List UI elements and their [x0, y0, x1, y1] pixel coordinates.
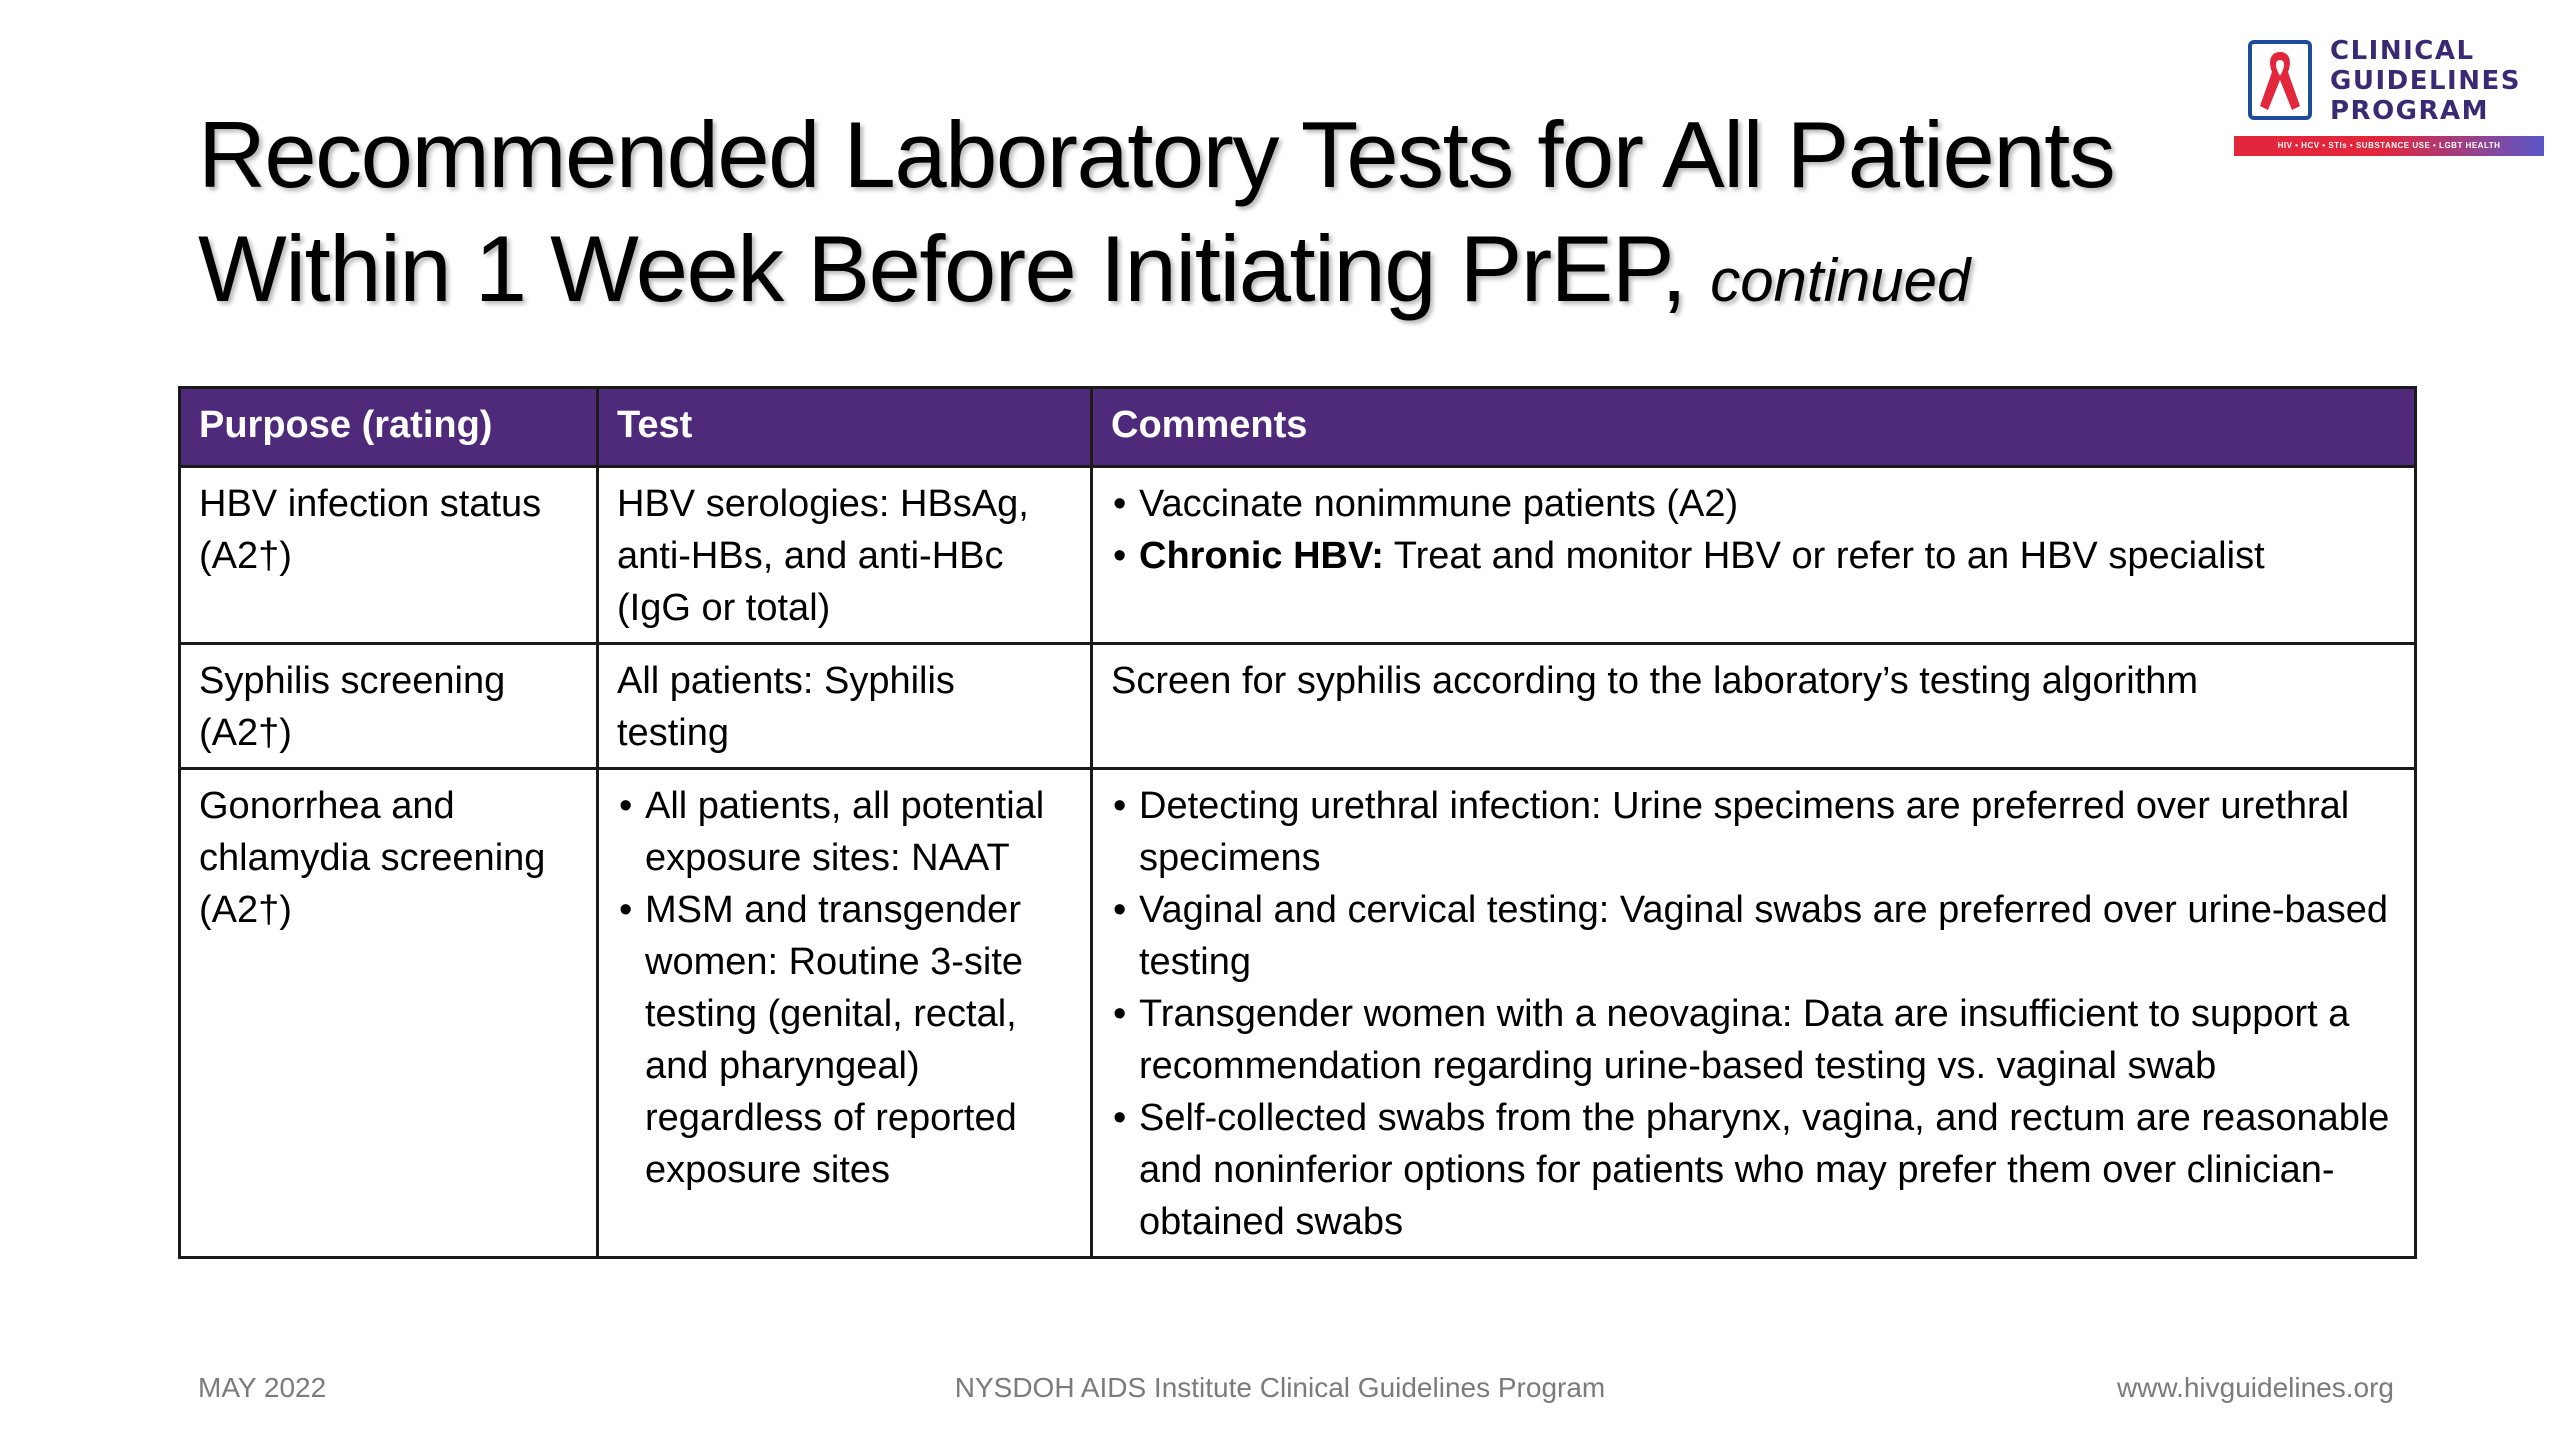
- footer-date: MAY 2022: [198, 1372, 327, 1403]
- cell-test: All patients: Syphilis testing: [598, 644, 1092, 769]
- clinical-guidelines-logo: [2234, 36, 2544, 160]
- logo-wordmark: [2330, 36, 2544, 126]
- comment-text: Vaccinate nonimmune patients (A2): [1139, 483, 1739, 525]
- comments-list: [1111, 478, 2396, 582]
- title-line-2-text: Within 1 Week Before Initiating PrEP,: [198, 216, 1686, 321]
- table-row-syphilis: [180, 644, 2416, 769]
- list-item: • MSM and transgender women: Routine 3-site testing (genital, rectal, and pharyngeal) regardless of reported exposure sites: [617, 884, 1072, 1196]
- title-line-1: Recommended Laboratory Tests for All Patients: [198, 102, 2115, 207]
- comment-text: Treat and monitor HBV or refer to an HBV specialist: [1383, 535, 2265, 577]
- awareness-ribbon-icon: [2252, 44, 2308, 116]
- list-item: [1111, 478, 2396, 530]
- table-row-hbv: [180, 467, 2416, 644]
- cell-purpose: Gonorrhea and chlamydia screening (A2†): [180, 769, 598, 1258]
- list-item: • Detecting urethral infection: Urine specimens are preferred over urethral specimens: [1111, 780, 2396, 884]
- comments-list: [1111, 780, 2396, 1248]
- cell-comments: Screen for syphilis according to the laboratory’s testing algorithm: [1092, 644, 2416, 769]
- list-item: • All patients, all potential exposure sites: NAAT: [617, 780, 1072, 884]
- ribbon-badge: [2248, 40, 2312, 120]
- list-item: • Vaginal and cervical testing: Vaginal swabs are preferred over urine-based testing: [1111, 884, 2396, 988]
- slide-title: [198, 98, 2238, 338]
- tests-list: [617, 780, 1072, 1196]
- cell-purpose: HBV infection status (A2†): [180, 467, 598, 644]
- list-item: • Self-collected swabs from the pharynx, vagina, and rectum are reasonable and noninferior options for patients who may prefer them over clinician-obtained swabs: [1111, 1092, 2396, 1248]
- header-comments: Comments: [1092, 388, 2416, 467]
- logo-line-2: GUIDELINES: [2330, 66, 2521, 96]
- list-item: [1111, 530, 2396, 582]
- table-header-row: [180, 388, 2416, 467]
- comment-lead: Chronic HBV:: [1139, 535, 1384, 577]
- cell-test: [598, 769, 1092, 1258]
- lab-tests-table: [178, 386, 2417, 1259]
- footer-org: NYSDOH AIDS Institute Clinical Guidelines Program: [954, 1372, 1606, 1403]
- header-purpose: Purpose (rating): [180, 388, 598, 467]
- list-item: • Transgender women with a neovagina: Data are insufficient to support a recommendation regarding urine-based testing vs. vaginal swab: [1111, 988, 2396, 1092]
- cell-comments: [1092, 467, 2416, 644]
- logo-line-3: PROGRAM: [2330, 96, 2490, 126]
- logo-tagline-bar: HIV • HCV • STIs • SUBSTANCE USE • LGBT HEALTH: [2234, 136, 2544, 156]
- cell-test: HBV serologies: HBsAg, anti-HBs, and anti-HBc (IgG or total): [598, 467, 1092, 644]
- cell-comments: [1092, 769, 2416, 1258]
- title-continued: continued: [1710, 247, 1971, 314]
- footer-url: www.hivguidelines.org: [2116, 1372, 2394, 1403]
- title-line-2: [198, 212, 2238, 338]
- table-row-gonorrhea-chlamydia: [180, 769, 2416, 1258]
- logo-line-1: CLINICAL: [2330, 36, 2475, 66]
- cell-purpose: Syphilis screening (A2†): [180, 644, 598, 769]
- header-test: Test: [598, 388, 1092, 467]
